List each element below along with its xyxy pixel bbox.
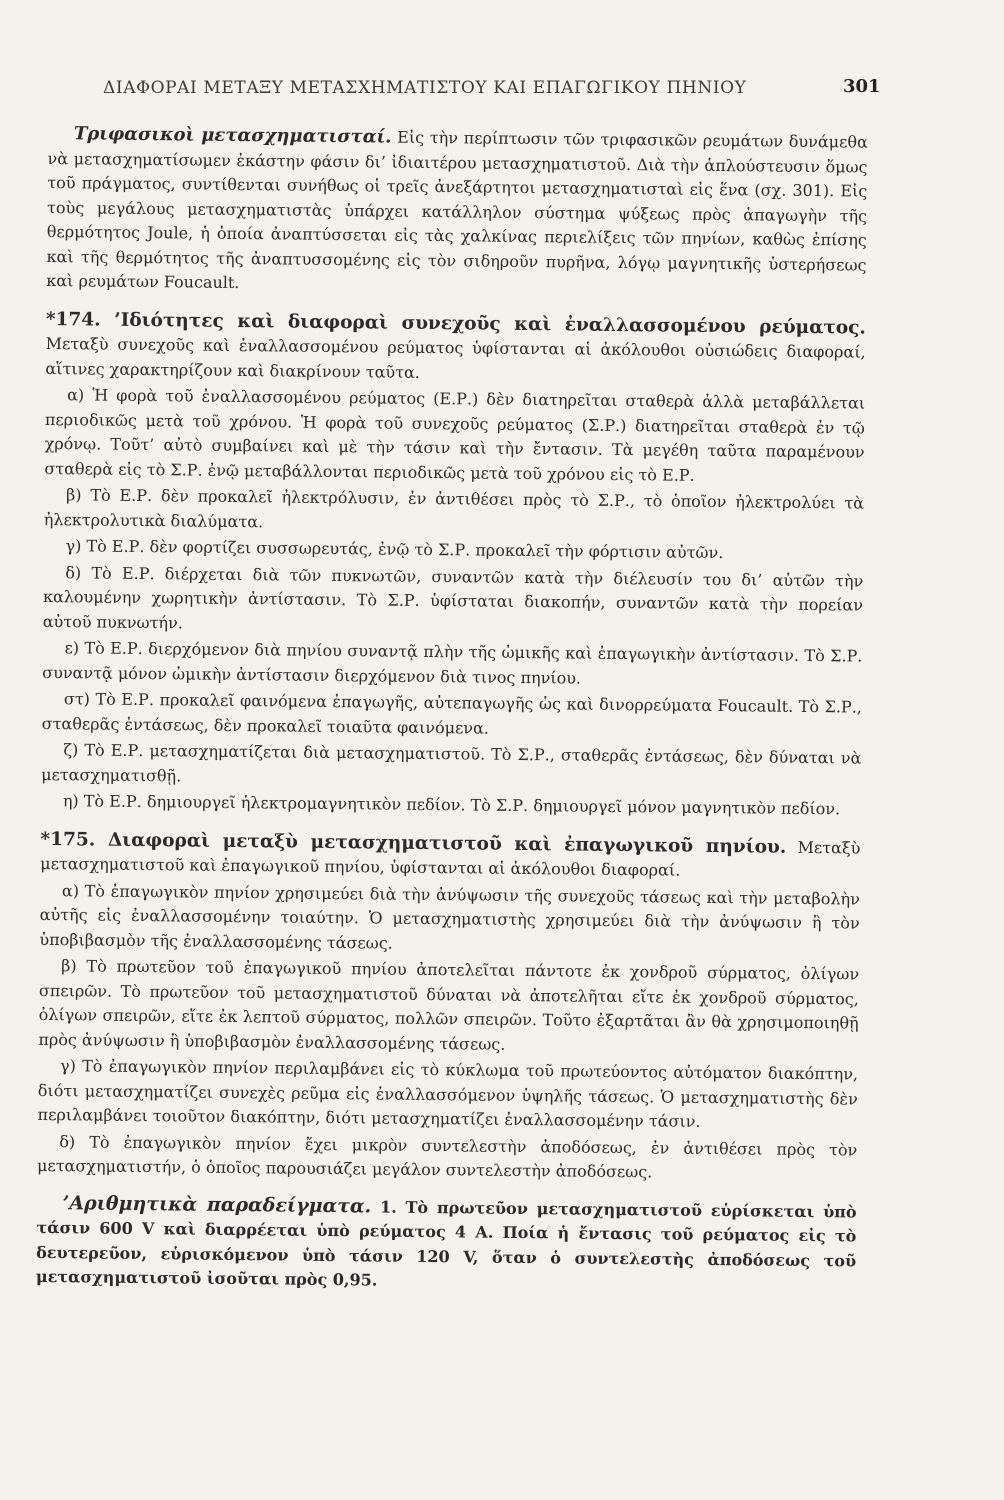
section-175-text: Μεταξὺ μετασχηματιστοῦ καὶ ἐπαγωγικοῦ πηνίου, ὑφίστανται αἱ ἀκόλουθοι διαφοραί. bbox=[40, 837, 861, 880]
list-item: α) Ἡ φορὰ τοῦ ἐναλλασσομένου ρεύματος (Ε.Ρ.) δὲν διατηρεῖται σταθερὰ ἀλλὰ μεταβάλλεται περιοδικῶς μετὰ τοῦ χρόνου. Ἡ φορὰ τοῦ συνεχοῦς ρεύματος (Σ.Ρ.) διατηρεῖται σταθερὰ ἐν τῷ χρόνῳ. Τοῦτ’ αὐτὸ συμβαίνει καὶ μὲ τὴν τάσιν καὶ τὴν ἔντασιν. Τὰ μεγέθη ταῦτα παραμένουν σταθερὰ εἰς τὸ Σ.Ρ. ἐνῷ μεταβάλλονται περιοδικῶς μετὰ τοῦ χρόνου εἰς τὸ Ε.Ρ. bbox=[44, 385, 866, 485]
section-175-title: Διαφοραὶ μεταξὺ μετασχηματιστοῦ καὶ ἐπαγωγικοῦ πηνίου. bbox=[95, 829, 787, 858]
examples-paragraph bbox=[36, 1190, 857, 1298]
list-item: γ) Τὸ ἐπαγωγικὸν πηνίον περιλαμβάνει εἰς τὸ κύκλωμα τοῦ πρωτεύοντος αὐτόματον διακόπτην, διότι μετασχηματίζει συνεχὲς ρεῦμα εἰς ἐναλλασσόμενον ὑψηλῆς τάσεως. Ὁ μετασχηματιστὴς δὲν περιλαμβάνει τοιοῦτον διακόπτην, διότι μετασχηματίζει ἐναλλασσομένην τάσιν. bbox=[37, 1056, 859, 1131]
section-175-heading bbox=[40, 827, 860, 885]
list-item: στ) Τὸ Ε.Ρ. προκαλεῖ φαινόμενα ἐπαγωγῆς, αὐτεπαγωγῆς ὡς καὶ δινορρεύματα Foucault. Τὸ Σ.Ρ., σταθερᾶς ἐντάσεως, δὲν προκαλεῖ τοιαῦτα φαινόμενα. bbox=[41, 689, 863, 738]
running-title: ΔΙΑΦΟΡΑΙ ΜΕΤΑΞΥ ΜΕΤΑΣΧΗΜΑΤΙΣΤΟΥ ΚΑΙ ΕΠΑΓΩΓΙΚΟΥ ΠΗΝΙΟΥ bbox=[103, 78, 747, 98]
list-item: α) Τὸ ἐπαγωγικὸν πηνίον χρησιμεύει διὰ τὴν ἀνύψωσιν τῆς συνεχοῦς τάσεως καὶ τὴν μεταβολὴν αὐτῆς εἰς ἐναλλασσομένην τοιαύτην. Ὁ μετασχηματιστὴς χρησιμεύει διὰ τὴν ἀνύψωσιν ἢ τὸν ὑποβιβασμὸν τῆς ἐναλλασσομένης τάσεως. bbox=[39, 880, 861, 953]
body-text bbox=[36, 122, 868, 1298]
list-item: β) Τὸ Ε.Ρ. δὲν προκαλεῖ ἠλεκτρόλυσιν, ἐν ἀντιθέσει πρὸς τὸ Σ.Ρ., τὸ ὁποῖον ἠλεκτρολύει τὰ ἠλεκτρολυτικὰ διαλύματα. bbox=[43, 485, 865, 531]
list-item: δ) Τὸ ἐπαγωγικὸν πηνίον ἔχει μικρὸν συντελεστὴν ἀποδόσεως, ἐν ἀντιθέσει πρὸς τὸν μετασχηματιστήν, ὁ ὁποῖος παρουσιάζει μεγάλον συντελεστὴν ἀποδόσεως. bbox=[36, 1131, 858, 1182]
page-number: 301 bbox=[843, 76, 881, 97]
intro-paragraph bbox=[46, 122, 868, 302]
list-item: β) Τὸ πρωτεῦον τοῦ ἐπαγωγικοῦ πηνίου ἀποτελεῖται πάντοτε ἐκ χονδροῦ σύρματος, ὀλίγων σπειρῶν. Τὸ πρωτεῦον τοῦ μετασχηματιστοῦ δύναται νὰ ἀποτελῆται εἴτε ἐκ χονδροῦ σύρματος, ὀλίγων σπειρῶν, εἴτε ἐκ λεπτοῦ σύρματος, πολλῶν σπειρῶν. Τοῦτο ἐξαρτᾶται ἂν θὰ χρησιμοποιηθῇ πρὸς ἀνύψωσιν ἢ ὑποβιβασμὸν ἐναλλασσομένης τάσεως. bbox=[38, 956, 860, 1054]
intro-text: Εἰς τὴν περίπτωσιν τῶν τριφασικῶν ρευμάτων δυνάμεθα νὰ μετασχηματίσωμεν ἑκάστην φάσιν δι’ ἰδιαιτέρου μετασχηματιστοῦ. Διὰ τὴν ἁπλούστευσιν ὅμως τοῦ πράγματος, συντίθενται συνήθως οἱ τρεῖς ἀνεξάρτητοι μετασχηματισταὶ εἰς ἕνα (σχ. 301). Εἰς τοὺς μεγάλους μετασχηματιστὰς ὑπάρχει κατάλληλον σύστημα ψύξεως πρὸς ἀπαγωγὴν τῆς θερμότητος Joule, ἡ ὁποία ἀναπτύσσεται εἰς τὰς χαλκίνας περιελίξεις τῶν πηνίων, καθὼς ἐπίσης καὶ τῆς θερμότητος τῆς ἀναπτυσσομένης εἰς τὸν σιδηροῦν πυρῆνα, λόγῳ μαγνητικῆς ὑστερήσεως καὶ ρευμάτων Foucault. bbox=[46, 127, 868, 293]
list-item: η) Τὸ Ε.Ρ. δημιουργεῖ ἠλεκτρομαγνητικὸν πεδίον. Τὸ Σ.Ρ. δημιουργεῖ μόνον μαγνητικὸν πεδίον. bbox=[62, 791, 841, 819]
examples-text: 1. Τὸ πρωτεῦον μετασχηματιστοῦ εὑρίσκεται ὑπὸ τάσιν 600 V καὶ διαρρέεται ὑπὸ ρεύματος 4 A. Ποία ἡ ἔντασις τοῦ ρεύματος εἰς τὸ δευτερεῦον, εὑρισκόμενον ὑπὸ τάσιν 120 V, ὅταν ὁ συντελεστὴς ἀποδόσεως τοῦ μετασχηματιστοῦ ἰσοῦται πρὸς 0,95. bbox=[35, 1196, 857, 1290]
list-item: ζ) Τὸ Ε.Ρ. μετασχηματίζεται διὰ μετασχηματιστοῦ. Τὸ Σ.Ρ., σταθερᾶς ἐντάσεως, δὲν δύναται νὰ μετασχηματισθῇ. bbox=[41, 740, 862, 785]
list-item: δ) Τὸ Ε.Ρ. διέρχεται διὰ τῶν πυκνωτῶν, συναντῶν κατὰ τὴν διέλευσίν του δι’ αὐτῶν τὴν καλουμένην χωρητικὴν ἀντίστασιν. Τὸ Σ.Ρ. ὑφίσταται διακοπήν, συναντῶν κατὰ τὴν πορείαν αὐτοῦ πυκνωτήν. bbox=[42, 562, 864, 632]
section-174-text: Μεταξὺ συνεχοῦς καὶ ἐναλλασσομένου ρεύματος ὑφίστανται αἱ ἀκόλουθοι οὐσιώδεις διαφοραί, αἵτινες χαρακτηρίζουν καὶ διακρίνουν ταῦτα. bbox=[45, 333, 866, 382]
examples-lead: ’Αριθμητικὰ παραδείγματα. bbox=[62, 1191, 372, 1217]
list-item: γ) Τὸ Ε.Ρ. δὲν φορτίζει συσσωρευτάς, ἐνῷ τὸ Σ.Ρ. προκαλεῖ τὴν φόρτισιν αὐτῶν. bbox=[65, 536, 724, 563]
section-174-number: *174. bbox=[45, 308, 101, 331]
running-header bbox=[48, 62, 881, 102]
section-174-heading bbox=[45, 307, 866, 389]
section-174-title: ’Ιδιότητες καὶ διαφοραὶ συνεχοῦς καὶ ἐναλλασσομένου ρεύματος. bbox=[100, 309, 867, 339]
intro-lead: Τριφασικοὶ μετασχηματισταί. bbox=[73, 123, 392, 148]
list-item: ε) Τὸ Ε.Ρ. διερχόμενον διὰ πηνίου συναντᾷ πλὴν τῆς ὠμικῆς καὶ ἐπαγωγικὴν ἀντίστασιν. Τὸ Σ.Ρ. συναντᾷ μόνον ὠμικὴν ἀντίστασιν διερχόμενον διὰ τινος πηνίου. bbox=[42, 638, 863, 688]
section-175-number: *175. bbox=[40, 828, 96, 851]
